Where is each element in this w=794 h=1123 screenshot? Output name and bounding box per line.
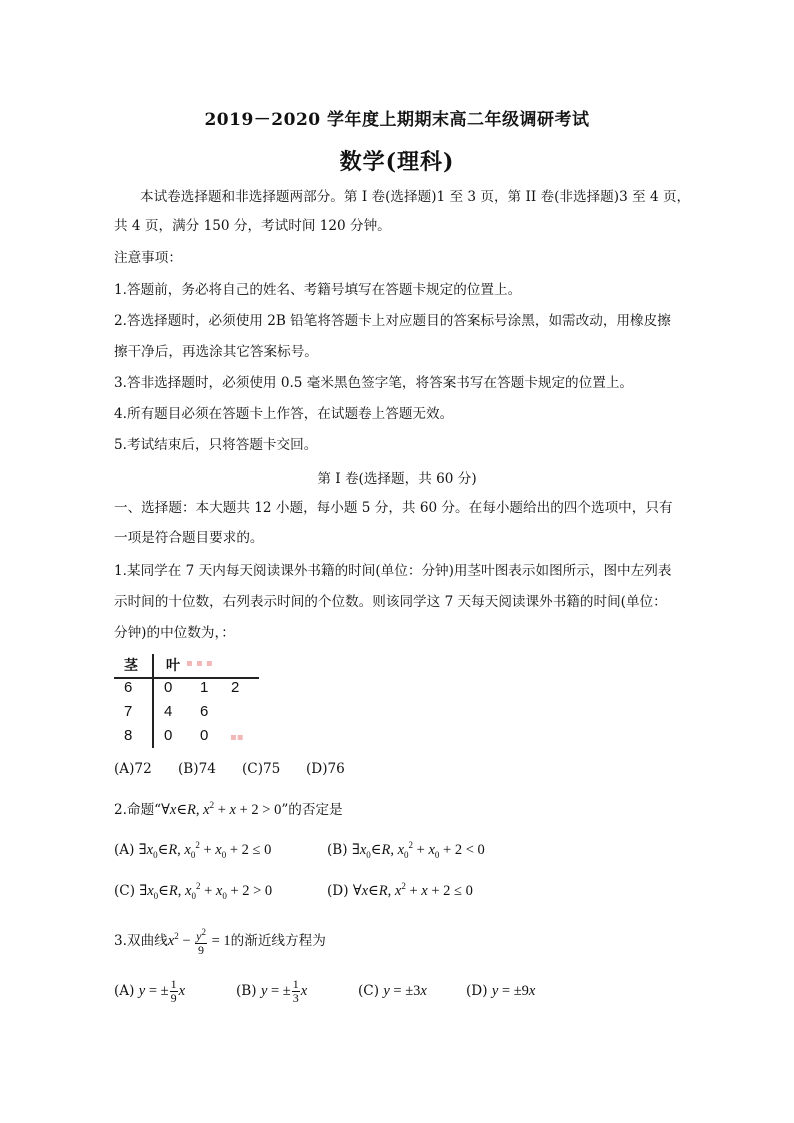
leaf-header: 叶: [166, 658, 180, 674]
q1-option-b[interactable]: (B)74: [178, 761, 216, 777]
note-item-4: 4.所有题目必须在答题卡上作答，在试题卷上答题无效。: [114, 406, 454, 422]
q2-proposition-formula: ∀x∈R, $x^2 + x + 2 > 0$: [161, 800, 282, 818]
q2-option-a[interactable]: (A) $\exists x_0\in R$, $x_0^2 + x_0 + 2 \le 0$: [114, 840, 272, 860]
leaf-value: 0: [164, 727, 173, 744]
section-heading: 第 I 卷(选择题，共 60 分): [317, 471, 477, 487]
q3-stem: [114, 926, 326, 957]
q3-option-d[interactable]: (D) y = ±9x: [466, 982, 536, 999]
note-item-1: 1.答题前，务必将自己的姓名、考籍号填写在答题卡规定的位置上。: [114, 282, 522, 298]
q2-stem: [114, 795, 343, 820]
leaf-value: 4: [164, 703, 173, 720]
q2-option-d-label: (D): [327, 882, 349, 899]
q3-option-b[interactable]: (B) y = ± $\frac{1}{3}$ x: [236, 977, 308, 1005]
q1-line-3: 分钟)的中位数为，：: [114, 625, 235, 641]
q3-option-a-label: (A): [114, 982, 135, 999]
q3-option-d-label: (D): [466, 982, 488, 999]
subject-title: 数学(理科): [339, 149, 455, 175]
q3-suffix: 的渐近线方程为: [230, 932, 326, 949]
q1-option-d[interactable]: (D)76: [306, 761, 345, 777]
q1-line-1: 1.某同学在 7 天内每天阅读课外书籍的时间(单位：分钟)用茎叶图表示如图所示，图中左列表: [114, 563, 672, 579]
q3-option-a[interactable]: (A) y = ± $\frac{1}{9}$ x: [114, 977, 186, 1005]
q3-option-c-label: (C): [358, 982, 380, 999]
q2-prefix: 2.命题“: [114, 801, 162, 818]
leaf-value: 0: [200, 727, 209, 744]
stem-leaf-plot: [114, 652, 264, 752]
q1-line-2: 示时间的十位数，右列表示时间的个位数。则该同学这 7 天每天阅读课外书籍的时间(单位：: [114, 594, 667, 610]
q2-options-row-1: [114, 835, 485, 865]
section-instructions-2: 一项是符合题目要求的。: [114, 530, 264, 546]
faint-stamp-mark: ▪▪: [230, 732, 244, 743]
faint-stamp-mark: ▪ ▪ ▪: [186, 658, 213, 669]
q2-option-b[interactable]: (B) $\exists x_0\in R$, $x_0^2 + x_0 + 2 < 0$: [327, 840, 485, 860]
q3-prefix: 3.双曲线: [114, 932, 168, 949]
q1-options: [114, 759, 345, 779]
note-item-5: 5.考试结束后，只将答题卡交回。: [114, 437, 318, 453]
section-instructions-1: 一、选择题：本大题共 12 小题，每小题 5 分，共 60 分。在每小题给出的四个选项中，只有: [114, 500, 673, 516]
q2-option-b-label: (B): [327, 841, 348, 858]
q2-option-c-label: (C): [114, 882, 136, 899]
q2-option-c[interactable]: (C) $\exists x_0\in R$, $x_0^2 + x_0 + 2 > 0$: [114, 881, 273, 901]
note-item-2-cont: 擦干净后，再选涂其它答案标号。: [114, 344, 318, 360]
note-item-2: 2.答选择题时，必须使用 2B 铅笔将答题卡上对应题目的答案标号涂黑，如需改动，用橡皮擦: [114, 313, 671, 329]
q2-options-row-2: [114, 876, 473, 906]
leaf-value: 0: [164, 679, 173, 696]
stem-value: 6: [124, 679, 133, 696]
q2-suffix: ”的否定是: [281, 801, 343, 818]
q3-option-b-label: (B): [236, 982, 257, 999]
exam-title: 2019－2020 学年度上期期末高二年级调研考试: [204, 110, 590, 130]
notes-heading: 注意事项：: [114, 250, 182, 266]
intro-line-1: 本试卷选择题和非选择题两部分。第 I 卷(选择题)1 至 3 页，第 II 卷(非选择题)3 至 4 页，: [140, 189, 691, 205]
intro-line-2: 共 4 页，满分 150 分，考试时间 120 分钟。: [114, 218, 391, 234]
q2-option-d[interactable]: (D) ∀x∈R, $x^2 + x + 2 \le 0$: [327, 881, 473, 899]
leaf-value: 2: [231, 679, 240, 696]
q1-option-c[interactable]: (C)75: [242, 761, 281, 777]
leaf-value: 1: [200, 679, 209, 696]
stem-value: 8: [124, 727, 133, 744]
q3-option-c[interactable]: (C) y = ±3x: [358, 982, 427, 999]
stem-header: 茎: [124, 658, 138, 674]
q3-hyperbola-formula: $x^2$ − $\frac{y^2}{9}$ = 1: [167, 927, 231, 957]
q2-option-a-label: (A): [114, 841, 135, 858]
q1-option-a[interactable]: (A)72: [114, 761, 152, 777]
stem-leaf-vertical-rule: [152, 654, 154, 748]
note-item-3: 3.答非选择题时，必须使用 0.5 毫米黑色签字笔，将答案书写在答题卡规定的位置上。: [114, 375, 634, 391]
leaf-value: 6: [200, 703, 209, 720]
stem-value: 7: [124, 703, 133, 720]
q3-options: [114, 978, 535, 1005]
